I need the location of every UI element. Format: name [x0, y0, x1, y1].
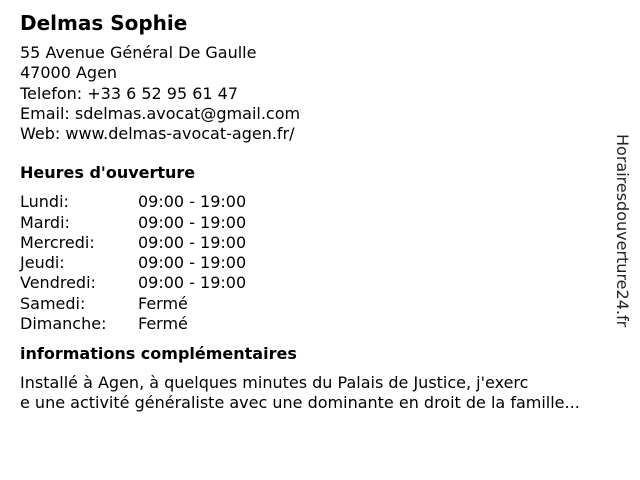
hours-time: 09:00 - 19:00 — [138, 273, 247, 293]
hours-day: Samedi: — [20, 293, 86, 313]
hours-day: Vendredi: — [20, 273, 96, 293]
hours-time: 09:00 - 19:00 — [138, 212, 247, 232]
business-card — [20, 9, 610, 413]
hours-time: Fermé — [138, 293, 188, 313]
additional-info-line: e une activité généraliste avec une dominante en droit de la famille... — [20, 392, 580, 412]
web-line: Web: www.delmas-avocat-agen.fr/ — [20, 124, 295, 144]
site-watermark: Horairesdouverture24.fr — [613, 134, 632, 328]
opening-hours-title: Heures d'ouverture — [20, 163, 196, 183]
address-street: 55 Avenue Général De Gaulle — [20, 43, 257, 62]
hours-row-monday — [20, 192, 610, 212]
hours-day: Mardi: — [20, 212, 70, 232]
hours-day: Mercredi: — [20, 232, 95, 252]
hours-row-tuesday — [20, 213, 610, 233]
opening-hours-table — [20, 192, 610, 333]
hours-day: Dimanche: — [20, 313, 107, 333]
address-city: 47000 Agen — [20, 63, 118, 83]
hours-row-wednesday — [20, 233, 610, 253]
hours-time: 09:00 - 19:00 — [138, 232, 247, 252]
phone-line: Telefon: +33 6 52 95 61 47 — [20, 83, 239, 103]
business-name: Delmas Sophie — [20, 11, 188, 35]
hours-row-friday — [20, 273, 610, 293]
hours-row-sunday — [20, 314, 610, 334]
hours-day: Jeudi: — [20, 253, 65, 273]
hours-row-saturday — [20, 294, 610, 314]
email-line: Email: sdelmas.avocat@gmail.com — [20, 103, 301, 123]
additional-info-text — [20, 373, 632, 413]
hours-time: 09:00 - 19:00 — [138, 192, 247, 212]
hours-time: Fermé — [138, 313, 188, 333]
hours-time: 09:00 - 19:00 — [138, 253, 247, 273]
additional-info-line: Installé à Agen, à quelques minutes du Palais de Justice, j'exerc — [20, 372, 529, 392]
hours-row-thursday — [20, 253, 610, 273]
hours-day: Lundi: — [20, 192, 69, 212]
additional-info-title: informations complémentaires — [20, 343, 297, 363]
